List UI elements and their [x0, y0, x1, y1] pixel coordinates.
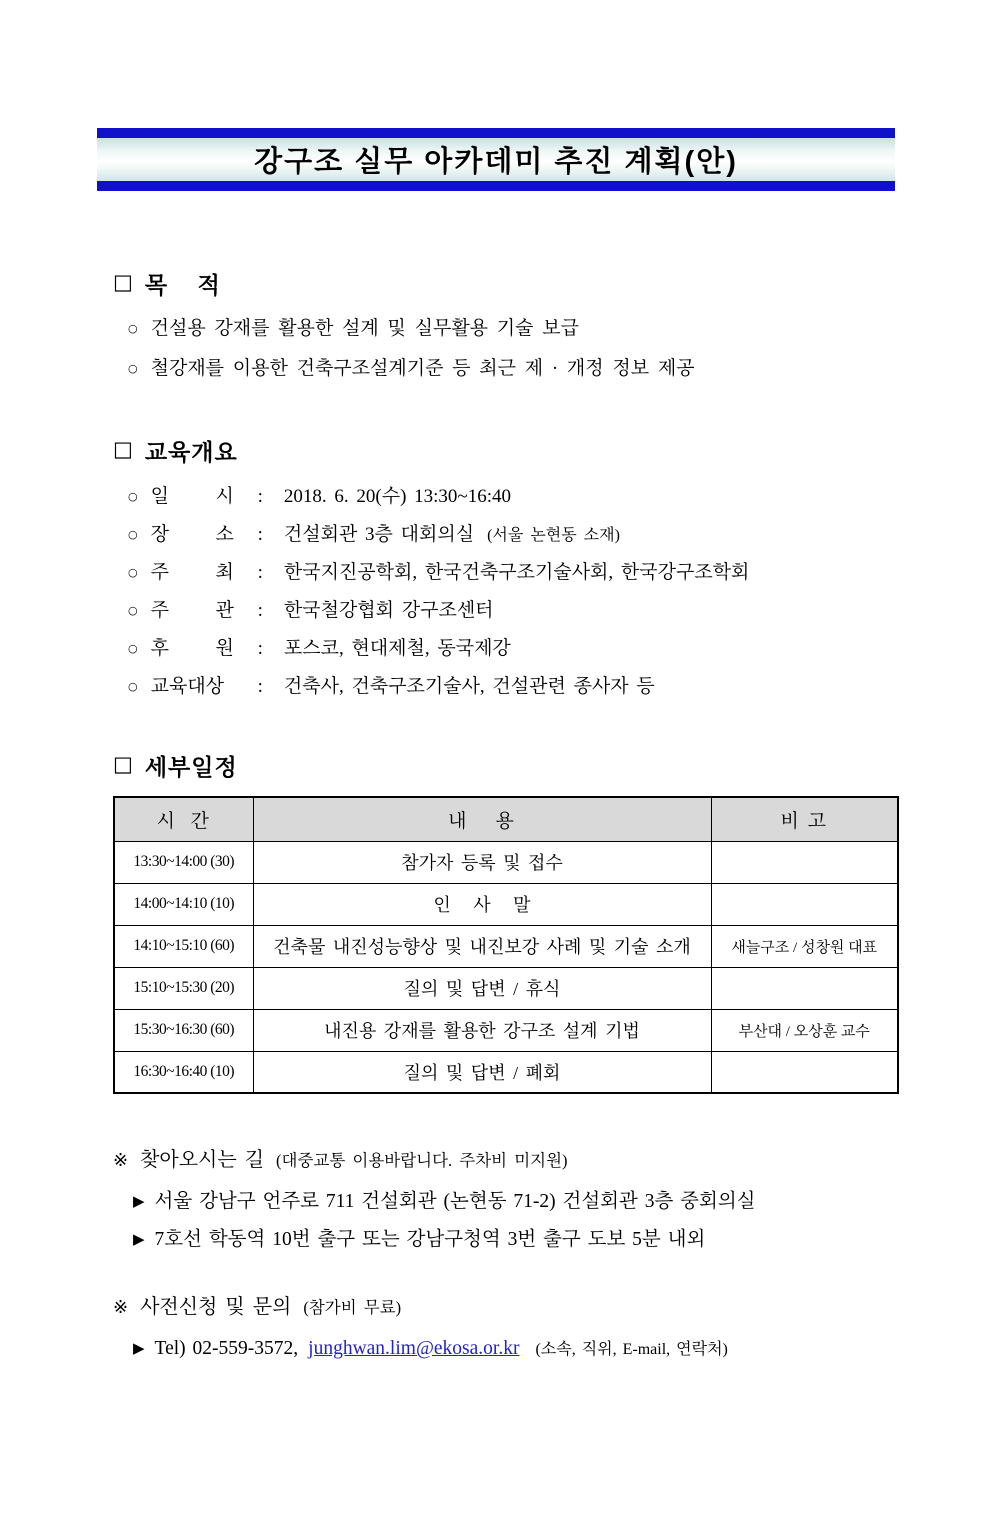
list-item	[128, 350, 992, 390]
cell-content: 건축물 내진성능향상 및 내진보강 사례 및 기술 소개	[253, 925, 711, 967]
arrow-bullet-icon: ▶	[133, 1339, 145, 1357]
circle-bullet-icon: ○	[128, 322, 138, 335]
overview-value: 한국철강협회 강구조센터	[283, 600, 494, 621]
cell-time: 14:10~15:10 (60)	[114, 925, 253, 967]
cell-time: 15:30~16:30 (60)	[114, 1009, 253, 1051]
schedule-table	[113, 796, 899, 1094]
directions-heading-note: (대중교통 이용바랍니다. 주차비 미지원)	[276, 1151, 568, 1170]
cell-note: 새늘구조 / 성창원 대표	[711, 925, 898, 967]
cell-note	[711, 883, 898, 925]
schedule-heading-label: 세부일정	[144, 754, 238, 780]
cell-content: 질의 및 답변 / 휴식	[253, 967, 711, 1009]
colon: :	[257, 524, 263, 545]
cell-time: 14:00~14:10 (10)	[114, 883, 253, 925]
square-bullet-icon: □	[113, 437, 134, 461]
section-directions	[113, 1144, 992, 1259]
page-title: 강구조 실무 아카데미 추진 계획(안)	[254, 146, 738, 178]
overview-value: 2018. 6. 20(수) 13:30~16:40	[283, 486, 511, 507]
purpose-item-text: 건설용 강재를 활용한 설계 및 실무활용 기술 보급	[150, 318, 579, 339]
cell-time: 15:10~15:30 (20)	[114, 967, 253, 1009]
arrow-bullet-icon: ▶	[133, 1230, 145, 1248]
banner-band	[97, 138, 895, 181]
section-schedule	[0, 749, 992, 1094]
banner-top-bar	[97, 128, 895, 138]
cell-note	[711, 967, 898, 1009]
schedule-heading	[113, 749, 992, 782]
directions-item-text: 7호선 학동역 10번 출구 또는 강남구청역 3번 출구 도보 5분 내외	[154, 1229, 706, 1250]
registration-list	[133, 1330, 992, 1368]
overview-list	[128, 479, 992, 707]
cell-note	[711, 841, 898, 883]
square-bullet-icon: □	[113, 752, 134, 776]
cell-note	[711, 1051, 898, 1093]
square-bullet-icon: □	[113, 270, 134, 294]
overview-label: 일 시	[150, 486, 234, 507]
arrow-bullet-icon: ▶	[133, 1192, 145, 1210]
table-row	[114, 841, 898, 883]
column-header-content: 내 용	[253, 797, 711, 841]
column-header-note: 비 고	[711, 797, 898, 841]
table-header-row	[114, 797, 898, 841]
circle-bullet-icon: ○	[128, 362, 138, 375]
circle-bullet-icon: ○	[128, 528, 138, 541]
overview-label: 주 최	[150, 562, 234, 583]
table-row	[114, 967, 898, 1009]
table-row	[114, 883, 898, 925]
circle-bullet-icon: ○	[128, 642, 138, 655]
document-page	[0, 128, 992, 1531]
list-item	[128, 479, 992, 517]
overview-label: 장 소	[150, 524, 234, 545]
colon: :	[257, 676, 263, 697]
registration-heading-note: (참가비 무료)	[303, 1298, 402, 1317]
directions-item-text: 서울 강남구 언주로 711 건설회관 (논현동 71-2) 건설회관 3층 중회의실	[154, 1191, 756, 1212]
list-item	[128, 593, 992, 631]
colon: :	[257, 562, 263, 583]
overview-value: 건설회관 3층 대회의실	[283, 524, 475, 545]
email-link[interactable]: junghwan.lim@ekosa.or.kr	[308, 1338, 520, 1359]
circle-bullet-icon: ○	[128, 490, 138, 503]
cell-content: 질의 및 답변 / 폐회	[253, 1051, 711, 1093]
cell-time: 13:30~14:00 (30)	[114, 841, 253, 883]
cell-content: 인 사 말	[253, 883, 711, 925]
circle-bullet-icon: ○	[128, 566, 138, 579]
list-item	[128, 517, 992, 555]
cell-content: 내진용 강재를 활용한 강구조 설계 기법	[253, 1009, 711, 1051]
tel-number: Tel) 02-559-3572,	[154, 1338, 299, 1359]
purpose-list	[128, 310, 992, 390]
overview-label: 주 관	[150, 600, 234, 621]
overview-heading-label: 교육개요	[144, 439, 238, 465]
banner-bottom-bar	[97, 181, 895, 191]
circle-bullet-icon: ○	[128, 680, 138, 693]
list-item	[128, 631, 992, 669]
cell-note: 부산대 / 오상훈 교수	[711, 1009, 898, 1051]
title-banner	[97, 128, 895, 191]
directions-heading-label: 찾아오시는 길	[140, 1149, 265, 1171]
overview-value: 포스코, 현대제철, 동국제강	[283, 638, 511, 659]
directions-list	[133, 1183, 992, 1259]
reference-mark-icon: ※	[113, 1297, 129, 1318]
list-item	[128, 310, 992, 350]
column-header-time: 시 간	[114, 797, 253, 841]
table-row	[114, 1051, 898, 1093]
overview-note: (서울 논현동 소재)	[487, 527, 620, 544]
table-row	[114, 1009, 898, 1051]
overview-heading	[113, 434, 992, 467]
reference-mark-icon: ※	[113, 1150, 129, 1171]
list-item	[128, 669, 992, 707]
colon: :	[257, 638, 263, 659]
purpose-heading	[113, 267, 992, 300]
contact-line	[133, 1330, 992, 1368]
list-item	[128, 555, 992, 593]
section-purpose	[0, 267, 992, 390]
list-item	[133, 1221, 992, 1259]
section-overview	[0, 434, 992, 707]
registration-heading-label: 사전신청 및 문의	[140, 1296, 292, 1318]
overview-label: 후 원	[150, 638, 234, 659]
overview-value: 한국지진공학회, 한국건축구조기술사회, 한국강구조학회	[283, 562, 750, 583]
colon: :	[257, 486, 263, 507]
colon: :	[257, 600, 263, 621]
section-registration	[113, 1291, 992, 1368]
list-item	[133, 1183, 992, 1221]
circle-bullet-icon: ○	[128, 604, 138, 617]
registration-heading	[113, 1291, 992, 1324]
cell-content: 참가자 등록 및 접수	[253, 841, 711, 883]
table-row	[114, 925, 898, 967]
cell-time: 16:30~16:40 (10)	[114, 1051, 253, 1093]
purpose-item-text: 철강재를 이용한 건축구조설계기준 등 최근 제 · 개정 정보 제공	[150, 358, 695, 379]
purpose-heading-label: 목 적	[144, 272, 221, 298]
overview-label: 교육대상	[150, 676, 225, 697]
email-note: (소속, 직위, E-mail, 연락처)	[535, 1341, 728, 1358]
directions-heading	[113, 1144, 992, 1177]
overview-value: 건축사, 건축구조기술사, 건설관련 종사자 등	[283, 676, 655, 697]
